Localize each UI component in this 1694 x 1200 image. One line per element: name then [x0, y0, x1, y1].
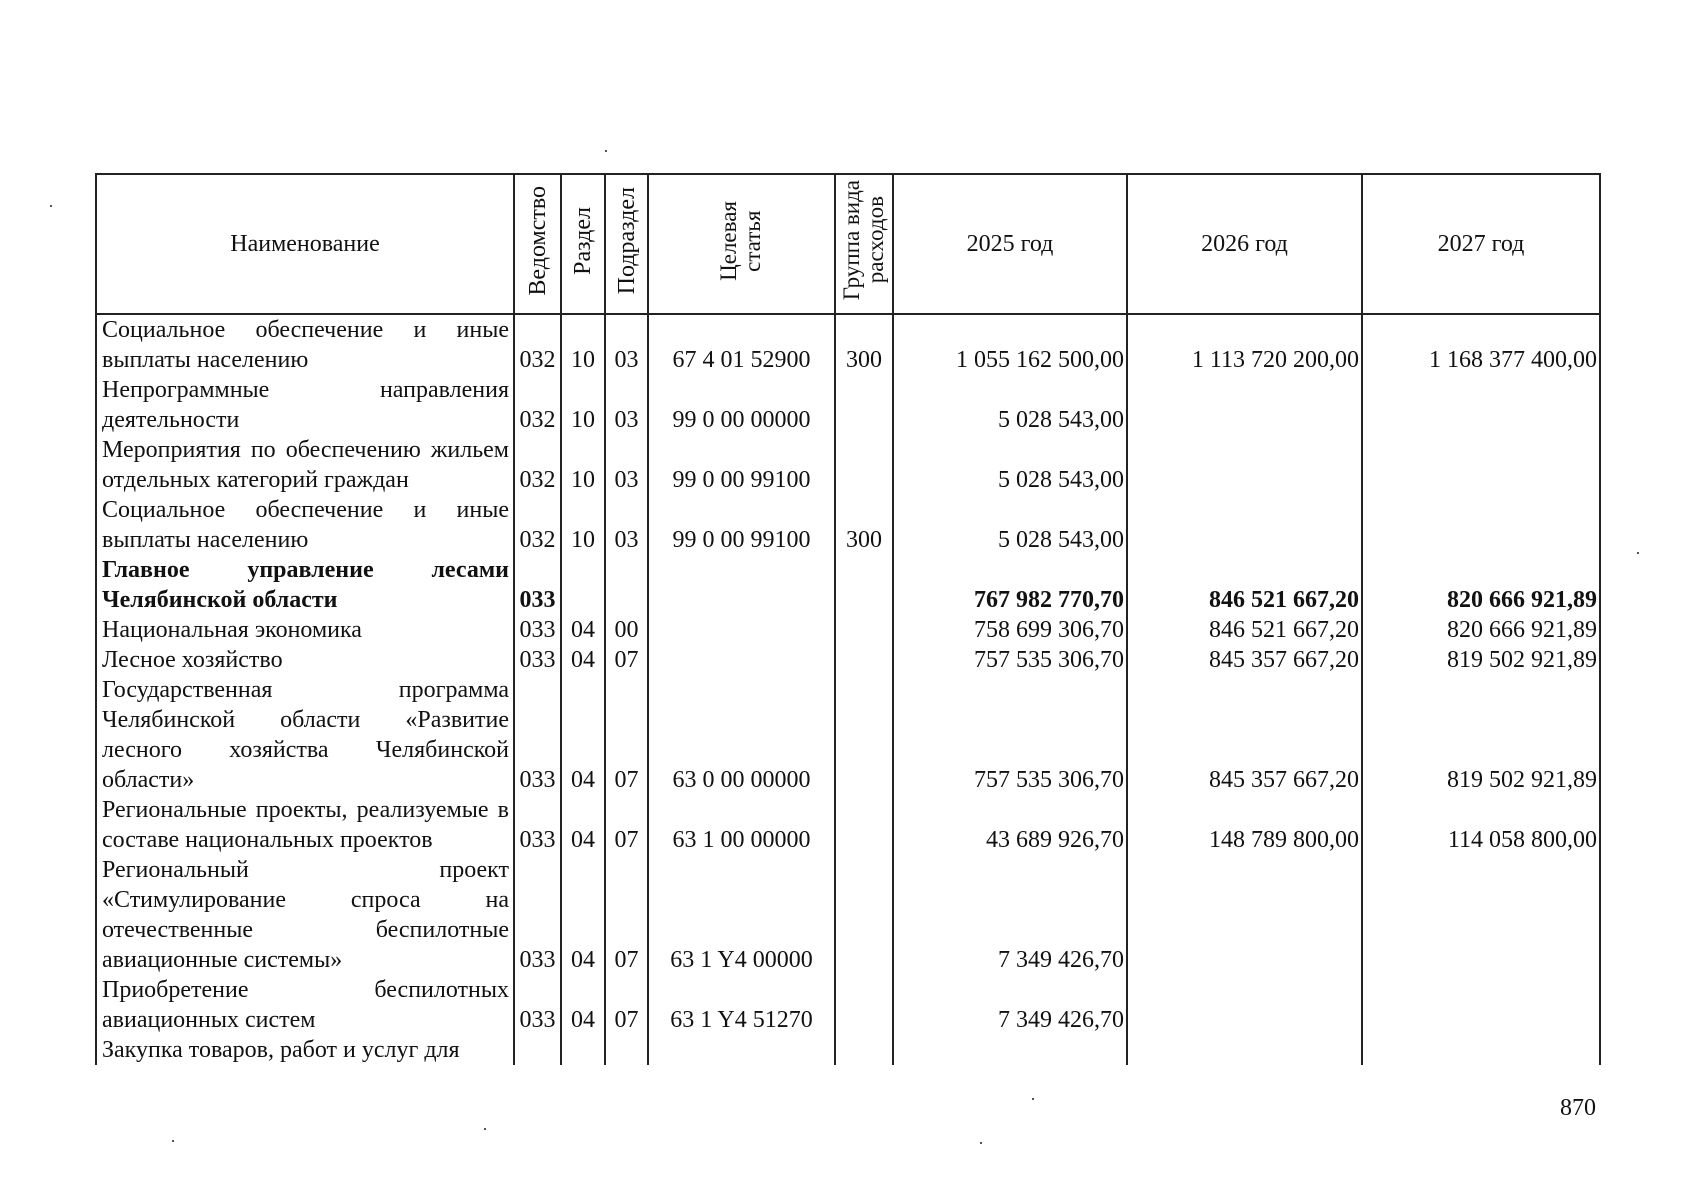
- table-row: [96, 555, 1600, 615]
- cell-name: Мероприятия по обеспечению жильем отдельных категорий граждан: [96, 435, 514, 495]
- cell-2025: 5 028 543,00: [893, 435, 1127, 495]
- cell-department: 033: [514, 795, 561, 855]
- scan-speck: [50, 205, 52, 207]
- cell-section: 10: [561, 435, 605, 495]
- cell-expense-group: [835, 1035, 893, 1065]
- cell-name: Непрограммные направления деятельности: [96, 375, 514, 435]
- cell-section: 04: [561, 855, 605, 975]
- table-row: [96, 435, 1600, 495]
- cell-target-article: [648, 615, 835, 645]
- cell-2026: [1127, 435, 1362, 495]
- scan-speck: [1637, 552, 1639, 554]
- table-row: [96, 645, 1600, 675]
- cell-2025: 767 982 770,70: [893, 555, 1127, 615]
- cell-2027: 819 502 921,89: [1362, 645, 1600, 675]
- cell-2025: 757 535 306,70: [893, 675, 1127, 795]
- cell-subsection: 03: [605, 495, 648, 555]
- header-group-line2: расходов: [863, 196, 888, 285]
- cell-name: Лесное хозяйство: [96, 645, 514, 675]
- scan-speck: [980, 1142, 982, 1144]
- header-subsection: [605, 174, 648, 314]
- table-header-row: [96, 174, 1600, 314]
- cell-department: 033: [514, 645, 561, 675]
- cell-2026: [1127, 855, 1362, 975]
- header-name: Наименование: [96, 174, 514, 314]
- cell-2027: 819 502 921,89: [1362, 675, 1600, 795]
- table-row: [96, 975, 1600, 1035]
- table-row: [96, 795, 1600, 855]
- cell-expense-group: [835, 435, 893, 495]
- cell-section: 04: [561, 975, 605, 1035]
- cell-department: 033: [514, 675, 561, 795]
- table-row: [96, 1035, 1600, 1065]
- table-row: [96, 615, 1600, 645]
- cell-name: Региональные проекты, реализуемые в составе национальных проектов: [96, 795, 514, 855]
- cell-2027: 820 666 921,89: [1362, 555, 1600, 615]
- cell-department: 033: [514, 975, 561, 1035]
- cell-2026: 845 357 667,20: [1127, 675, 1362, 795]
- cell-2025: [893, 1035, 1127, 1065]
- cell-2025: 7 349 426,70: [893, 855, 1127, 975]
- cell-2025: 758 699 306,70: [893, 615, 1127, 645]
- header-2027: 2027 год: [1362, 174, 1600, 314]
- scan-speck: [484, 1128, 486, 1130]
- cell-subsection: 03: [605, 314, 648, 375]
- cell-expense-group: [835, 855, 893, 975]
- cell-name: Социальное обеспечение и иные выплаты населению: [96, 495, 514, 555]
- cell-department: 032: [514, 435, 561, 495]
- header-target-article-label: [717, 201, 765, 281]
- cell-department: 032: [514, 375, 561, 435]
- cell-section: 04: [561, 645, 605, 675]
- cell-section: [561, 555, 605, 615]
- header-section: [561, 174, 605, 314]
- cell-subsection: 03: [605, 435, 648, 495]
- cell-2027: 820 666 921,89: [1362, 615, 1600, 645]
- cell-section: 04: [561, 795, 605, 855]
- table-row: [96, 675, 1600, 795]
- cell-target-article: 63 1 00 00000: [648, 795, 835, 855]
- cell-name: Социальное обеспечение и иные выплаты населению: [96, 314, 514, 375]
- cell-subsection: 07: [605, 855, 648, 975]
- cell-target-article: 99 0 00 99100: [648, 435, 835, 495]
- cell-2027: 1 168 377 400,00: [1362, 314, 1600, 375]
- cell-subsection: 07: [605, 795, 648, 855]
- header-expense-group: [835, 174, 893, 314]
- cell-2027: 114 058 800,00: [1362, 795, 1600, 855]
- cell-target-article: 63 1 Y4 00000: [648, 855, 835, 975]
- table-row: [96, 375, 1600, 435]
- cell-expense-group: [835, 555, 893, 615]
- scan-speck: [605, 150, 607, 152]
- cell-expense-group: [835, 795, 893, 855]
- cell-2026: [1127, 375, 1362, 435]
- cell-section: 04: [561, 675, 605, 795]
- header-subsection-label: Подраздел: [613, 186, 640, 295]
- scan-speck: [172, 1140, 174, 1142]
- cell-name: Закупка товаров, работ и услуг для: [96, 1035, 514, 1065]
- cell-2026: [1127, 1035, 1362, 1065]
- cell-department: 033: [514, 555, 561, 615]
- cell-subsection: 03: [605, 375, 648, 435]
- cell-2025: 5 028 543,00: [893, 495, 1127, 555]
- cell-subsection: 00: [605, 615, 648, 645]
- header-group-line1: Группа вида: [838, 180, 864, 301]
- cell-subsection: 07: [605, 675, 648, 795]
- cell-2027: [1362, 975, 1600, 1035]
- scan-speck: [1032, 1098, 1034, 1100]
- table-row: [96, 314, 1600, 375]
- header-2026: 2026 год: [1127, 174, 1362, 314]
- cell-target-article: 63 1 Y4 51270: [648, 975, 835, 1035]
- cell-2026: [1127, 495, 1362, 555]
- cell-department: 032: [514, 314, 561, 375]
- cell-department: 033: [514, 855, 561, 975]
- cell-target-article: 67 4 01 52900: [648, 314, 835, 375]
- header-department: [514, 174, 561, 314]
- header-2025: 2025 год: [893, 174, 1127, 314]
- cell-subsection: 07: [605, 975, 648, 1035]
- cell-target-article: [648, 645, 835, 675]
- cell-target-article: [648, 1035, 835, 1065]
- cell-expense-group: [835, 615, 893, 645]
- cell-section: 10: [561, 314, 605, 375]
- cell-department: 032: [514, 495, 561, 555]
- table-body: [96, 314, 1600, 1065]
- cell-2027: [1362, 1035, 1600, 1065]
- cell-2025: 1 055 162 500,00: [893, 314, 1127, 375]
- budget-table: [95, 173, 1601, 1065]
- cell-expense-group: [835, 975, 893, 1035]
- cell-expense-group: [835, 645, 893, 675]
- cell-department: 033: [514, 615, 561, 645]
- cell-expense-group: 300: [835, 495, 893, 555]
- header-target-line1: Целевая: [716, 200, 742, 281]
- cell-2025: 757 535 306,70: [893, 645, 1127, 675]
- cell-2027: [1362, 375, 1600, 435]
- cell-target-article: 99 0 00 00000: [648, 375, 835, 435]
- cell-section: [561, 1035, 605, 1065]
- cell-subsection: [605, 1035, 648, 1065]
- header-section-label: Раздел: [570, 206, 596, 275]
- table-row: [96, 495, 1600, 555]
- cell-name: Государственная программа Челябинской области «Развитие лесного хозяйства Челябинской области»: [96, 675, 514, 795]
- cell-name: Главное управление лесами Челябинской области: [96, 555, 514, 615]
- table-row: [96, 855, 1600, 975]
- cell-target-article: [648, 555, 835, 615]
- cell-2027: [1362, 855, 1600, 975]
- cell-2026: 148 789 800,00: [1127, 795, 1362, 855]
- cell-department: [514, 1035, 561, 1065]
- header-target-line2: статья: [740, 209, 766, 272]
- cell-2026: [1127, 975, 1362, 1035]
- cell-2026: 846 521 667,20: [1127, 615, 1362, 645]
- cell-2026: 1 113 720 200,00: [1127, 314, 1362, 375]
- cell-name: Национальная экономика: [96, 615, 514, 645]
- cell-target-article: 63 0 00 00000: [648, 675, 835, 795]
- header-target-article: [648, 174, 835, 314]
- cell-expense-group: [835, 675, 893, 795]
- cell-2027: [1362, 435, 1600, 495]
- cell-expense-group: 300: [835, 314, 893, 375]
- cell-2025: 7 349 426,70: [893, 975, 1127, 1035]
- cell-subsection: [605, 555, 648, 615]
- header-department-label: Ведомство: [524, 185, 551, 296]
- cell-2026: 846 521 667,20: [1127, 555, 1362, 615]
- cell-name: Приобретение беспилотных авиационных систем: [96, 975, 514, 1035]
- cell-2027: [1362, 495, 1600, 555]
- cell-2026: 845 357 667,20: [1127, 645, 1362, 675]
- header-expense-group-label: [840, 180, 888, 300]
- cell-section: 10: [561, 375, 605, 435]
- cell-2025: 5 028 543,00: [893, 375, 1127, 435]
- cell-section: 04: [561, 615, 605, 645]
- cell-subsection: 07: [605, 645, 648, 675]
- cell-section: 10: [561, 495, 605, 555]
- cell-expense-group: [835, 375, 893, 435]
- cell-target-article: 99 0 00 99100: [648, 495, 835, 555]
- cell-name: Региональный проект «Стимулирование спроса на отечественные беспилотные авиационные системы»: [96, 855, 514, 975]
- page-number: 870: [1560, 1095, 1596, 1121]
- cell-2025: 43 689 926,70: [893, 795, 1127, 855]
